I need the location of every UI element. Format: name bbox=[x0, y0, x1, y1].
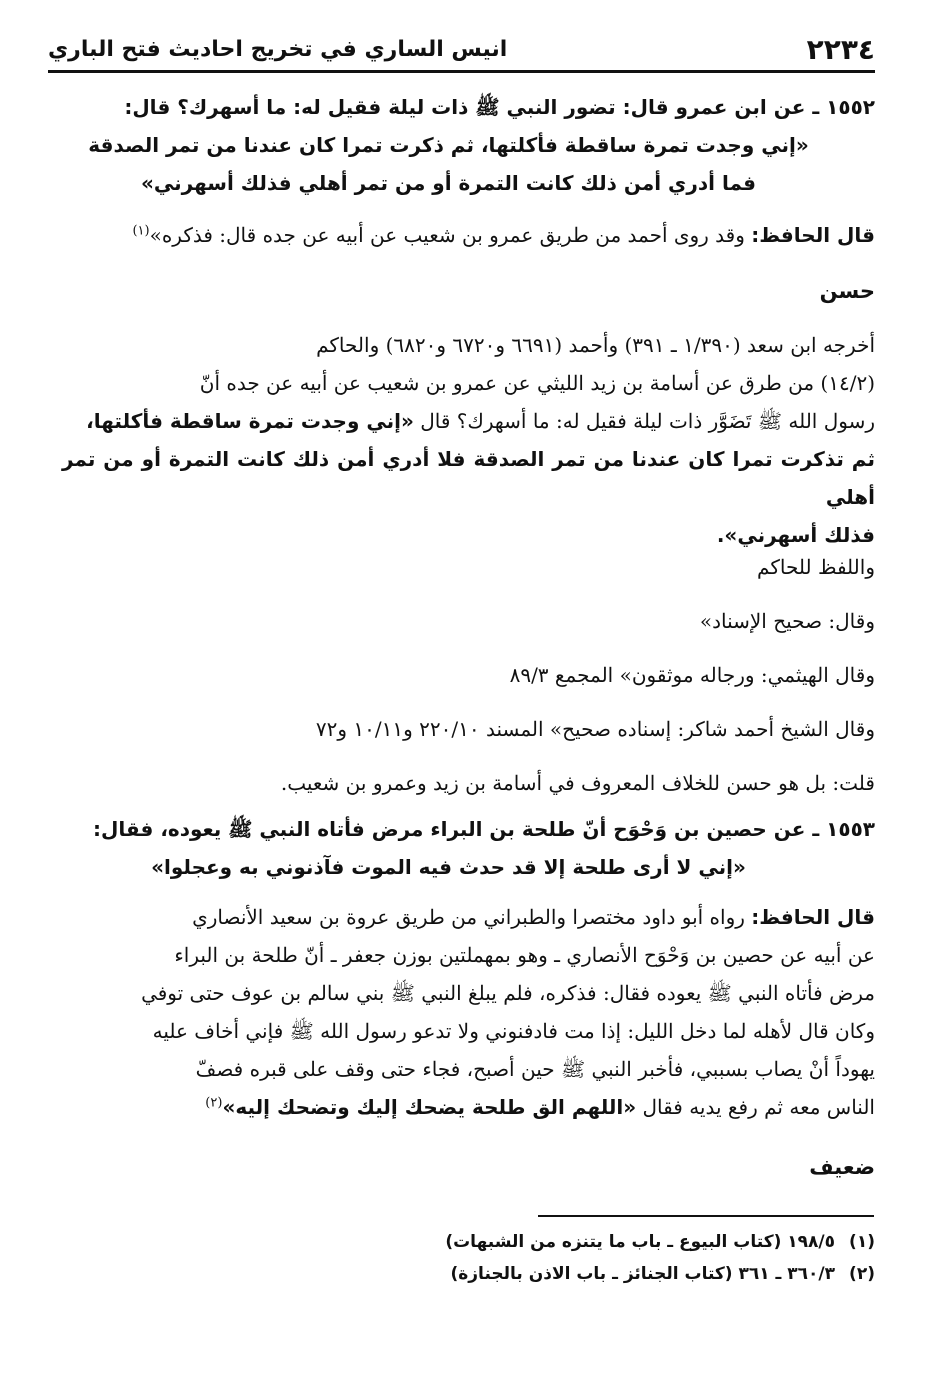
grade-1552: حسن bbox=[819, 279, 875, 303]
hafiz-line: يهوداً أنْ يصاب بسببي، فأخبر النبي ﷺ حين أصبح، فجاء حتى وقف على قبره فصفّ bbox=[195, 1057, 875, 1081]
footnote-number: (١) bbox=[849, 1232, 875, 1252]
hafiz-line: عن أبيه عن حصين بن وَحْوَح الأنصاري ـ وهو بمهملتين بوزن جعفر ـ أنّ طلحة بن البراء bbox=[174, 943, 875, 967]
footnote-1 bbox=[120, 1228, 875, 1256]
footnote-number: (٢) bbox=[849, 1264, 875, 1284]
hadith-1553-line: ١٥٥٣ ـ عن حصين بن وَحْوَح أنّ طلحة بن البراء مرض فأتاه النبي ﷺ يعوده، فقال: bbox=[93, 817, 875, 841]
note-line: وقال: صحيح الإسناد» bbox=[699, 609, 875, 633]
takhrij-line-quote: «إني وجدت تمرة ساقطة فأكلتها، bbox=[86, 409, 414, 433]
note-line: وقال الهيثمي: ورجاله موثقون» المجمع ٨٩/٣ bbox=[509, 663, 875, 687]
hafiz-label: قال الحافظ: bbox=[751, 223, 875, 247]
takhrij-line bbox=[62, 402, 875, 440]
hadith-1552-quote-2: فما أدري أمن ذلك كانت التمرة أو من تمر أهلي فذلك أسهرني» bbox=[141, 171, 756, 195]
hafiz-line: وكان قال لأهله لما دخل الليل: إذا مت فادفنوني ولا تدعو رسول الله ﷺ فإني أخاف عليه bbox=[152, 1019, 875, 1043]
grade-1553: ضعيف bbox=[809, 1155, 875, 1179]
takhrij-line: (١٤/٢) من طرق عن أسامة بن زيد الليثي عن عمرو بن شعيب عن أبيه عن جده أنّ bbox=[199, 371, 875, 395]
page-number: ٢٢٣٤ bbox=[806, 32, 875, 66]
note-line: واللفظ للحاكم bbox=[757, 555, 875, 579]
note-line: قلت: بل هو حسن للخلاف المعروف في أسامة بن زيد وعمرو بن شعيب. bbox=[280, 771, 875, 795]
hadith-1552-line: ١٥٥٢ ـ عن ابن عمرو قال: تضور النبي ﷺ ذات ليلة فقيل له: ما أسهرك؟ قال: bbox=[124, 95, 875, 119]
hafiz-comment-1553 bbox=[62, 898, 875, 1126]
footnote-divider bbox=[538, 1215, 874, 1217]
hafiz-label: قال الحافظ: bbox=[751, 905, 875, 929]
hafiz-line: مرض فأتاه النبي ﷺ يعوده فقال: فذكره، فلم يبلغ النبي ﷺ بني سالم بن عوف حتى توفي bbox=[141, 981, 875, 1005]
footnote-2 bbox=[120, 1260, 875, 1288]
hadith-1553-quote: «إني لا أرى طلحة إلا قد حدث فيه الموت فآذنوني به وعجلوا» bbox=[151, 855, 746, 879]
hafiz-line-plain: الناس معه ثم رفع يديه فقال bbox=[636, 1095, 875, 1119]
book-title: انيس الساري في تخريج احاديث فتح الباري bbox=[48, 36, 508, 62]
hadith-1552-quote-1: «إني وجدت تمرة ساقطة فأكلتها، ثم ذكرت تمرا كان عندنا من تمر الصدقة bbox=[88, 133, 809, 157]
hadith-1552-intro bbox=[62, 88, 875, 202]
page-header bbox=[48, 28, 875, 73]
takhrij-1552 bbox=[62, 326, 875, 554]
hafiz-line bbox=[62, 898, 875, 936]
hafiz-text: وقد روى أحمد من طريق عمرو بن شعيب عن أبيه عن جده قال: فذكره» bbox=[149, 223, 752, 247]
notes-1552 bbox=[62, 540, 875, 810]
note-line: وقال الشيخ أحمد شاكر: إسناده صحيح» المسند ٢٢٠/١٠ و١٠/١١ و٧٢ bbox=[315, 717, 875, 741]
takhrij-line: فذلك أسهرني». bbox=[716, 523, 875, 547]
footnote-ref-1: (١) bbox=[132, 223, 150, 239]
takhrij-line: أخرجه ابن سعد (١/٣٩٠ ـ ٣٩١) وأحمد (٦٦٩١ و٦٧٢٠ و٦٨٢٠) والحاكم bbox=[316, 333, 875, 357]
hafiz-comment-1552 bbox=[62, 216, 875, 254]
footnote-text: ٣٦٠/٣ ـ ٣٦١ (كتاب الجنائز ـ باب الاذن بالجنازة) bbox=[450, 1264, 835, 1284]
hafiz-line-quote: «اللهم الق طلحة يضحك إليك وتضحك إليه» bbox=[222, 1095, 637, 1119]
hafiz-line bbox=[62, 1088, 875, 1126]
takhrij-line: ثم تذكرت تمرا كان عندنا من تمر الصدقة فلا أدري أمن ذلك كانت التمرة أو من تمر أهلي bbox=[62, 447, 875, 509]
footnote-ref-2: (٢) bbox=[205, 1095, 223, 1111]
footnote-text: ١٩٨/٥ (كتاب البيوع ـ باب ما يتنزه من الشبهات) bbox=[445, 1232, 835, 1252]
hadith-1553-intro bbox=[62, 810, 875, 886]
hafiz-text: رواه أبو داود مختصرا والطبراني من طريق عروة بن سعيد الأنصاري bbox=[192, 905, 752, 929]
takhrij-line-plain: رسول الله ﷺ تَضَوَّر ذات ليلة فقيل له: ما أسهرك؟ قال bbox=[413, 409, 875, 433]
